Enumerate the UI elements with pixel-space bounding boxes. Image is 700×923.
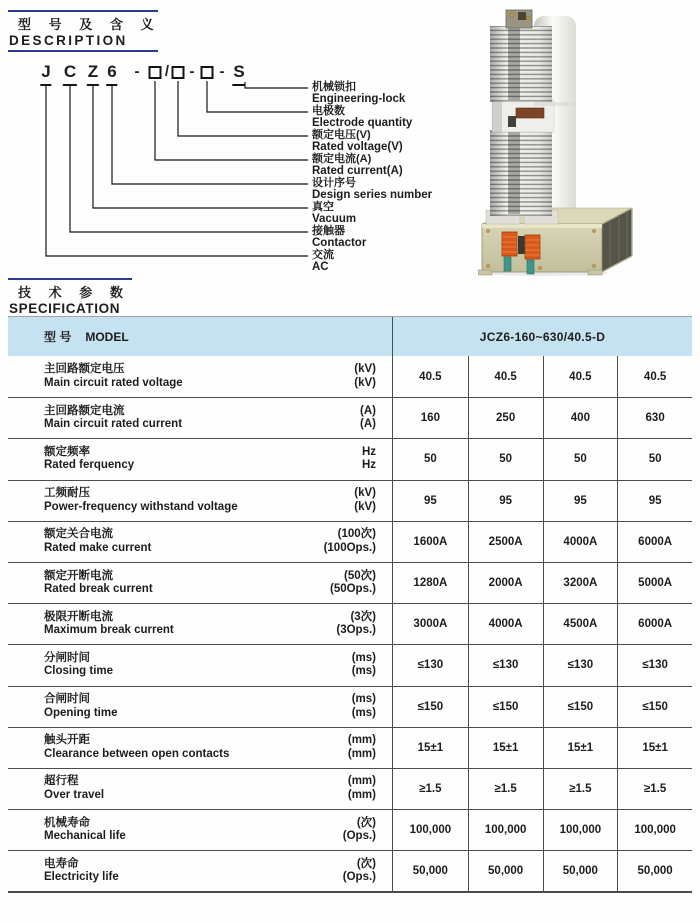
model-label-cn: 型 号: [44, 330, 72, 344]
unit-cn: (50次): [344, 569, 376, 582]
model-header-cell: [8, 317, 393, 356]
parameter-unit: [343, 817, 392, 844]
value-cell: 4000A: [543, 522, 618, 562]
value-cell: 50,000: [543, 851, 618, 891]
parameter-unit: [324, 528, 392, 555]
code-meaning-cn: 真空: [312, 201, 334, 213]
parameter-cn: 额定频率: [44, 445, 90, 458]
parameter-cn: 主回路额定电压: [44, 363, 125, 376]
unit-en: (mm): [347, 788, 376, 801]
parameter-label: [8, 693, 352, 720]
code-meaning-cn: 设计序号: [312, 177, 356, 189]
unit-en: (kV): [354, 376, 376, 389]
unit-en: (Ops.): [342, 830, 376, 843]
parameter-en: Main circuit rated current: [44, 418, 183, 431]
parameter-cell: [8, 563, 393, 603]
unit-en: (Ops.): [342, 871, 376, 884]
unit-cn: (ms): [351, 693, 376, 706]
unit-en: (kV): [354, 500, 376, 513]
parameter-cn: 电寿命: [44, 857, 79, 870]
parameter-cn: 超行程: [44, 775, 79, 788]
value-cell: 5000A: [617, 563, 692, 603]
spec-table-row: [8, 356, 692, 397]
connector-rated-current: [155, 81, 308, 160]
value-cell: 100,000: [617, 810, 692, 850]
spec-table-row: [8, 809, 692, 850]
value-cell: 40.5: [468, 356, 543, 397]
parameter-cn: 额定开断电流: [44, 569, 113, 582]
parameter-en: Main circuit rated voltage: [44, 376, 183, 389]
parameter-cn: 机械寿命: [44, 816, 90, 829]
finned-insulator-lower: [490, 130, 552, 216]
unit-en: (50Ops.): [329, 583, 376, 596]
specification-title-en: SPECIFICATION: [9, 301, 121, 316]
connector-contactor: [70, 85, 308, 232]
parameter-label: [8, 446, 362, 473]
code-meaning-en: Engineering-lock: [312, 93, 406, 105]
connector-vacuum: [93, 85, 308, 208]
parameter-unit: [360, 405, 392, 432]
value-cell: 6000A: [617, 604, 692, 644]
code-meaning-cn: 交流: [312, 249, 334, 261]
value-cell: 40.5: [617, 356, 692, 397]
value-cell: 15±1: [617, 728, 692, 768]
value-cell: 50,000: [617, 851, 692, 891]
parameter-unit: [330, 570, 392, 597]
code-meaning-cn: 电极数: [312, 105, 345, 117]
unit-cn: (mm): [347, 734, 376, 747]
parameter-unit: [362, 446, 392, 473]
code-dash: -: [189, 63, 195, 80]
parameter-cell: [8, 810, 393, 850]
value-cell: 1600A: [413, 535, 448, 548]
parameter-label: [8, 611, 336, 638]
value-cell: ≥1.5: [617, 769, 692, 809]
spec-table-row: [8, 397, 692, 438]
code-meaning-cn: 额定电压(V): [312, 129, 371, 141]
parameter-en: Maximum break current: [44, 624, 174, 637]
unit-cn: (A): [360, 404, 376, 417]
parameter-label: [8, 652, 352, 679]
code-meaning-en: Electrode quantity: [312, 117, 413, 129]
code-meaning-label: [312, 201, 356, 225]
value-cell: 250: [468, 398, 543, 438]
specification-title-cn: 技 术 参 数: [18, 285, 130, 300]
unit-cn: (kV): [354, 487, 376, 500]
parameter-en: Closing time: [44, 665, 114, 678]
value-cell: 50: [543, 439, 618, 479]
value-cell: 15±1: [543, 728, 618, 768]
code-slash: /: [164, 63, 170, 80]
parameter-unit: [352, 693, 392, 720]
value-cell: 40.5: [419, 370, 442, 383]
code-meaning-en: Contactor: [312, 237, 367, 249]
value-cell: ≤130: [617, 645, 692, 685]
value-cell: 6000A: [617, 522, 692, 562]
value-cell: 100,000: [409, 824, 452, 837]
parameter-cell: [8, 356, 393, 397]
parameter-label: [8, 734, 348, 761]
code-dash: -: [219, 63, 225, 80]
value-cell: 4000A: [468, 604, 543, 644]
connector-design-series: [112, 85, 308, 184]
unit-en: (ms): [351, 665, 376, 678]
parameter-en: Rated ferquency: [44, 459, 135, 472]
unit-cn: (3次): [350, 610, 376, 623]
value-cell: 100,000: [468, 810, 543, 850]
code-meaning-cn: 接触器: [312, 225, 345, 237]
value-cell: 2500A: [468, 522, 543, 562]
model-value-cell: JCZ6-160~630/40.5-D: [479, 329, 606, 344]
value-cell: ≤150: [543, 687, 618, 727]
parameter-unit: [352, 652, 392, 679]
value-cell: ≤130: [468, 645, 543, 685]
unit-cn: (次): [356, 816, 376, 829]
code-meaning-label: [312, 129, 403, 153]
parameter-unit: [354, 363, 392, 390]
value-cell: 95: [423, 494, 437, 507]
value-cell: ≤130: [543, 645, 618, 685]
parameter-unit: [343, 858, 392, 885]
parameter-label: [8, 405, 360, 432]
spec-table-row: [8, 727, 692, 768]
unit-cn: (mm): [347, 775, 376, 788]
parameter-en: Over travel: [44, 788, 105, 801]
specification-title-block: [8, 278, 132, 320]
finned-insulator-upper: [490, 26, 552, 102]
code-dash: -: [134, 63, 140, 80]
description-title-cn: 型 号 及 含 义: [18, 17, 161, 32]
parameter-label: [8, 858, 343, 885]
parameter-cell: [8, 645, 393, 685]
parameter-en: Clearance between open contacts: [44, 747, 230, 760]
code-meaning-cn: 机械锁扣: [312, 81, 356, 93]
unit-en: (3Ops.): [336, 624, 376, 637]
product-photo: [478, 4, 668, 276]
parameter-label: [8, 528, 324, 555]
spec-table-row: [8, 686, 692, 727]
spec-table-row: [8, 521, 692, 562]
value-cell: 95: [543, 481, 618, 521]
parameter-cell: [8, 398, 393, 438]
spec-table-row: [8, 850, 692, 891]
code-digit-6: 6: [106, 62, 117, 86]
code-meaning-en: AC: [312, 261, 329, 273]
value-cell: 50: [423, 453, 437, 466]
spec-table: [8, 316, 692, 893]
unit-en: Hz: [361, 459, 376, 472]
spec-table-body: [8, 356, 692, 893]
parameter-unit: [336, 611, 392, 638]
value-cell: 3200A: [543, 563, 618, 603]
model-code-diagram: [0, 0, 472, 280]
code-meaning-label: [312, 225, 366, 249]
parameter-cn: 触头开距: [44, 734, 90, 747]
parameter-cn: 合闸时间: [44, 693, 90, 706]
value-cell: ≤150: [417, 700, 444, 713]
parameter-cell: [8, 728, 393, 768]
parameter-en: Mechanical life: [44, 830, 126, 843]
spec-table-row: [8, 438, 692, 479]
value-cell: ≥1.5: [419, 782, 442, 795]
spec-table-row: [8, 603, 692, 644]
value-cell: 15±1: [468, 728, 543, 768]
parameter-en: Electricity life: [44, 871, 119, 884]
unit-cn: (100次): [337, 528, 376, 541]
value-cell: 40.5: [543, 356, 618, 397]
code-meaning-en: Rated voltage(V): [312, 141, 403, 153]
value-cell: 2000A: [468, 563, 543, 603]
parameter-cell: [8, 522, 393, 562]
value-cell: 50,000: [412, 865, 448, 878]
code-meaning-en: Rated current(A): [312, 165, 403, 177]
value-cell: 160: [420, 412, 440, 425]
top-terminal: [506, 10, 532, 28]
description-title-en: DESCRIPTION: [9, 33, 128, 48]
parameter-cell: [8, 481, 393, 521]
parameter-cell: [8, 604, 393, 644]
parameter-label: [8, 817, 343, 844]
parameter-label: [8, 570, 330, 597]
unit-cn: Hz: [361, 445, 376, 458]
parameter-cn: 额定关合电流: [44, 528, 113, 541]
code-letter-z: Z: [87, 62, 99, 86]
model-label-en: MODEL: [85, 329, 129, 344]
parameter-cell: [8, 687, 393, 727]
value-cell: ≤150: [617, 687, 692, 727]
value-cell: 50: [617, 439, 692, 479]
parameter-label: [8, 487, 354, 514]
code-meaning-label: [312, 249, 334, 273]
parameter-label: [8, 363, 354, 390]
code-meaning-label: [312, 177, 432, 201]
value-cell: 4500A: [543, 604, 618, 644]
code-meaning-label: [312, 105, 412, 129]
spec-table-row: [8, 480, 692, 521]
value-cell: ≤130: [417, 659, 444, 672]
code-letter-s: S: [232, 62, 245, 86]
parameter-en: Opening time: [44, 706, 118, 719]
code-meaning-label: [312, 153, 403, 177]
parameter-label: [8, 775, 348, 802]
connector-rated-voltage: [178, 81, 308, 136]
unit-en: (100Ops.): [323, 541, 376, 554]
unit-cn: (kV): [354, 363, 376, 376]
parameter-cell: [8, 439, 393, 479]
parameter-en: Rated make current: [44, 541, 152, 554]
spec-table-row: [8, 644, 692, 685]
parameter-cell: [8, 851, 393, 891]
value-cell: 50,000: [468, 851, 543, 891]
unit-cn: (次): [356, 857, 376, 870]
spec-table-row: [8, 562, 692, 603]
value-cell: 50: [468, 439, 543, 479]
unit-en: (ms): [351, 706, 376, 719]
value-cell: ≥1.5: [468, 769, 543, 809]
code-meaning-cn: 额定电流(A): [312, 153, 372, 165]
value-cell: 95: [617, 481, 692, 521]
spec-table-row: [8, 768, 692, 809]
code-letter-j: J: [40, 62, 51, 86]
code-letter-c: C: [63, 62, 77, 86]
code-meaning-label: [312, 81, 405, 105]
value-cell: 400: [543, 398, 618, 438]
spec-table-header: [8, 316, 692, 356]
code-box-rated-voltage: [172, 66, 185, 79]
parameter-en: Power-frequency withstand voltage: [44, 500, 238, 513]
parameter-unit: [348, 734, 392, 761]
code-meaning-en: Design series number: [312, 189, 433, 201]
value-cell: 630: [617, 398, 692, 438]
value-cell: ≤150: [468, 687, 543, 727]
parameter-unit: [354, 487, 392, 514]
value-cell: 3000A: [413, 618, 448, 631]
value-cell: 100,000: [543, 810, 618, 850]
value-cell: 95: [468, 481, 543, 521]
value-cell: 1280A: [413, 577, 448, 590]
connector-ac: [46, 85, 308, 256]
parameter-cn: 分闸时间: [44, 651, 90, 664]
parameter-unit: [348, 775, 392, 802]
unit-en: (A): [360, 418, 376, 431]
unit-cn: (ms): [351, 651, 376, 664]
model-code: [0, 62, 300, 88]
value-cell: ≥1.5: [543, 769, 618, 809]
value-cell: 15±1: [417, 741, 444, 754]
code-meaning-en: Vacuum: [312, 213, 357, 225]
parameter-cell: [8, 769, 393, 809]
code-box-electrode-quantity: [201, 66, 214, 79]
parameter-cn: 极限开断电流: [44, 610, 113, 623]
unit-en: (mm): [347, 747, 376, 760]
parameter-cn: 主回路额定电流: [44, 404, 125, 417]
parameter-cn: 工频耐压: [44, 487, 90, 500]
parameter-en: Rated break current: [44, 583, 153, 596]
code-box-rated-current: [149, 66, 162, 79]
